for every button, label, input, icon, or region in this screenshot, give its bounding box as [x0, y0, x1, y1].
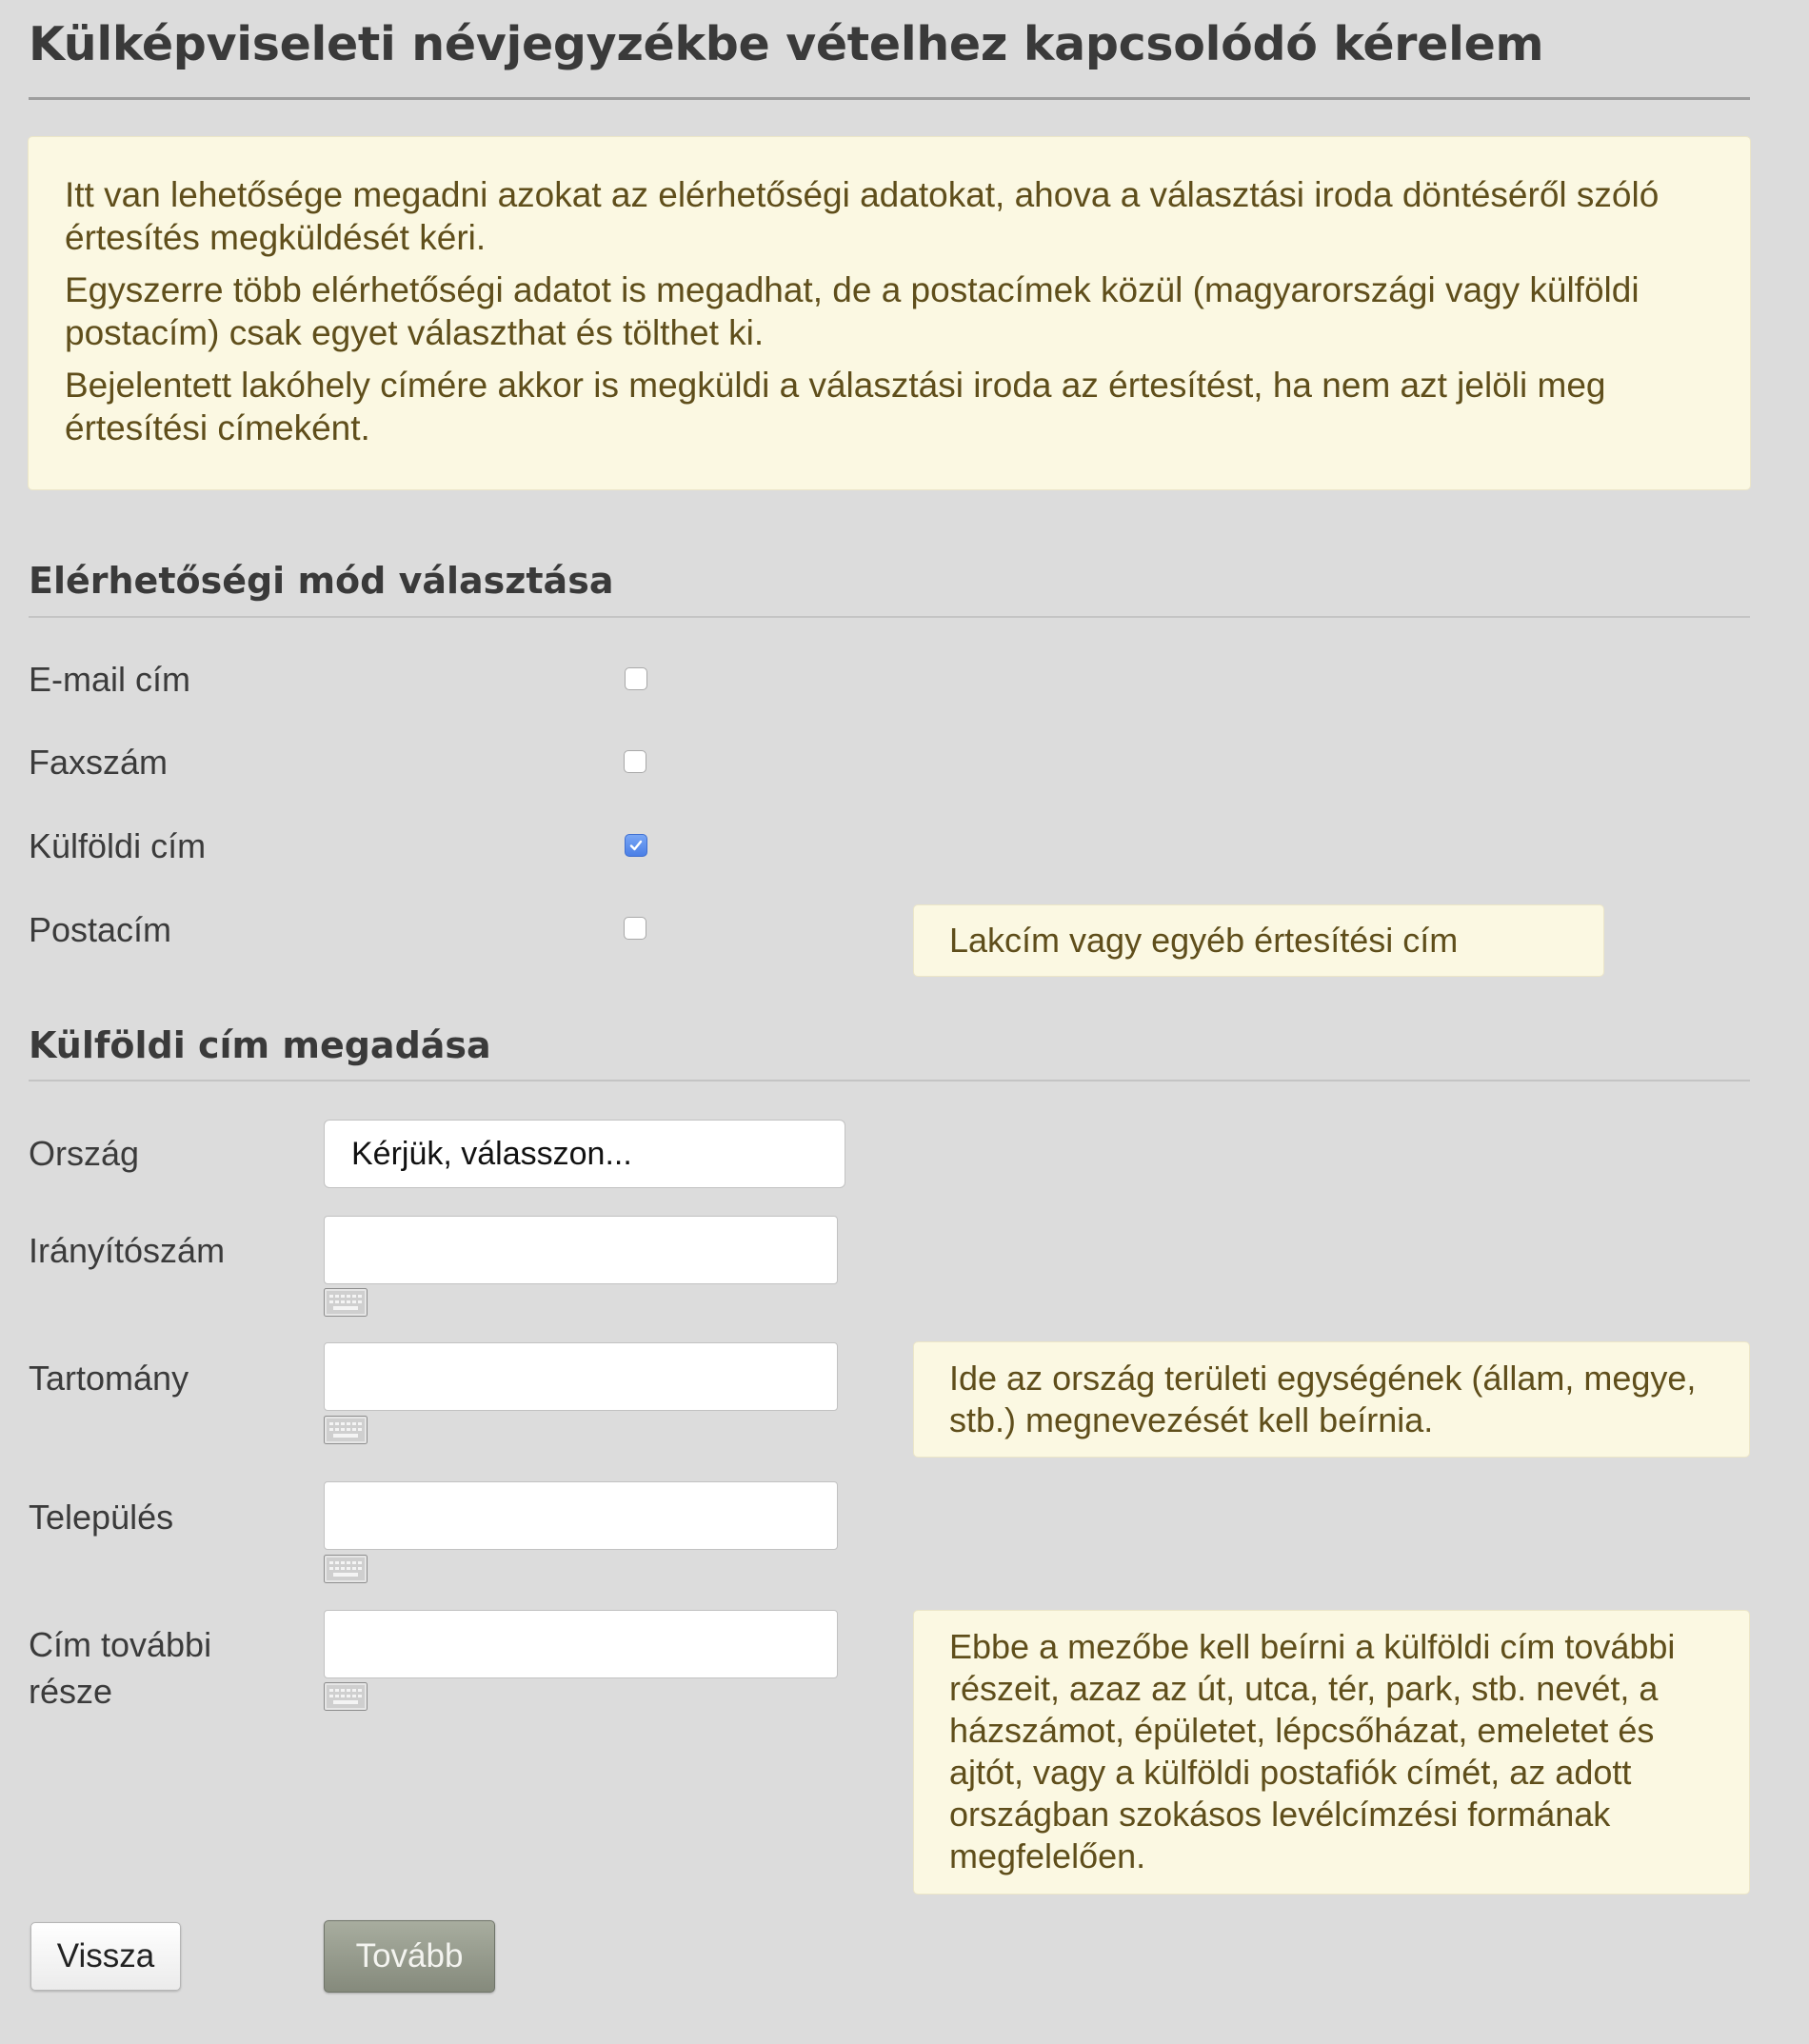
foreign-address-checkbox[interactable] [625, 834, 647, 857]
info-paragraph: Egyszerre több elérhetőségi adatot is megadhat, de a postacímek közül (magyarországi vagy külföldi postacím) csak egyet választhat és tölthet ki. [65, 270, 1640, 352]
email-checkbox[interactable] [625, 667, 647, 690]
email-label: E-mail cím [29, 660, 190, 699]
next-button[interactable]: Tovább [324, 1920, 495, 1993]
postcode-label: Irányítószám [29, 1231, 226, 1270]
country-label: Ország [29, 1134, 140, 1173]
virtual-keyboard-icon[interactable] [324, 1555, 368, 1583]
province-label: Tartomány [29, 1359, 189, 1398]
contact-section-title: Elérhetőségi mód választása [29, 560, 614, 602]
title-divider [29, 97, 1750, 100]
city-input[interactable] [324, 1481, 838, 1550]
info-box [29, 137, 1750, 489]
address-section-title: Külföldi cím megadása [29, 1024, 491, 1066]
province-input[interactable] [324, 1342, 838, 1411]
address-rest-label: Cím további [29, 1625, 212, 1664]
back-button[interactable]: Vissza [30, 1922, 181, 1991]
info-paragraph: Bejelentett lakóhely címére akkor is megküldi a választási iroda az értesítést, ha nem azt jelöli meg értesítési címeként. [65, 366, 1606, 447]
virtual-keyboard-icon[interactable] [324, 1416, 368, 1444]
fax-checkbox[interactable] [624, 750, 646, 773]
city-label: Település [29, 1498, 174, 1537]
postal-address-checkbox[interactable] [624, 917, 646, 940]
postcode-input[interactable] [324, 1216, 838, 1284]
fax-label: Faxszám [29, 743, 169, 782]
page-title: Külképviseleti névjegyzékbe vételhez kapcsolódó kérelem [29, 17, 1544, 71]
address-rest-label-line2: része [29, 1672, 113, 1711]
foreign-address-label: Külföldi cím [29, 826, 207, 865]
address-rest-hint: Ebbe a mezőbe kell beírni a külföldi cím további részeit, azaz az út, utca, tér, park, stb. nevét, a házszámot, épületet, lépcsőházat, emeletet és ajtót, vagy a külföldi postafiók címét, az adott országban szokásos levélcímzési formának megfelelően. [914, 1611, 1749, 1894]
virtual-keyboard-icon[interactable] [324, 1288, 368, 1317]
section-divider [29, 616, 1750, 618]
province-hint: Ide az ország területi egységének (állam, megye, stb.) megnevezését kell beírnia. [914, 1342, 1749, 1457]
checkmark-icon [628, 838, 644, 853]
postal-address-label: Postacím [29, 910, 172, 949]
virtual-keyboard-icon[interactable] [324, 1682, 368, 1711]
postal-address-hint: Lakcím vagy egyéb értesítési cím [914, 905, 1603, 976]
info-paragraph: Itt van lehetősége megadni azokat az elérhetőségi adatokat, ahova a választási iroda döntéséről szóló értesítés megküldését kéri. [65, 175, 1660, 257]
address-rest-input[interactable] [324, 1610, 838, 1678]
country-select[interactable]: Kérjük, válasszon... [324, 1120, 845, 1188]
section-divider [29, 1080, 1750, 1082]
